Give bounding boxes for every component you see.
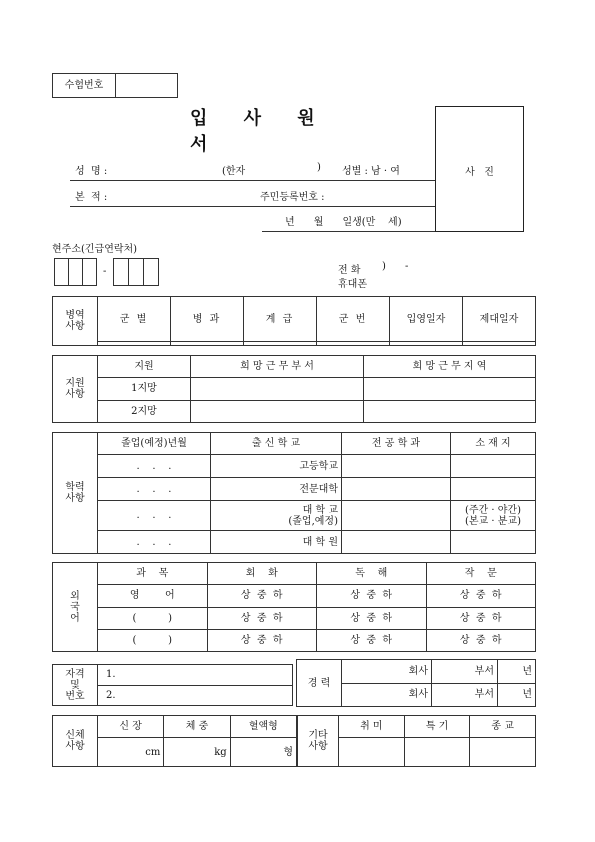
license-item[interactable]: 2. [98,685,293,706]
other-header: 특 기 [404,716,470,738]
apply-choice-label: 1지망 [98,378,191,400]
name-underline [70,180,435,181]
military-cell[interactable] [463,342,536,346]
weight-field[interactable]: kg [164,738,230,767]
education-date[interactable]: . . . [98,531,211,554]
education-major[interactable] [342,478,451,501]
language-section-label: 외 국 어 [53,563,98,652]
military-section-label: 병역 사항 [53,297,98,346]
exam-number-field[interactable] [116,74,178,98]
language-header: 과 목 [98,563,208,585]
apply-dept-cell[interactable] [191,378,364,400]
hanja-close: ) [317,162,321,173]
origin-underline [70,206,435,207]
career-company[interactable]: 회사 [342,660,432,684]
education-date[interactable]: . . . [98,501,211,531]
language-subject[interactable]: ( ) [98,607,208,629]
origin-label: 본 적 : [75,192,108,203]
military-header: 계 급 [244,297,317,342]
religion-field[interactable] [470,738,536,767]
apply-region-cell[interactable] [364,400,536,422]
body-section-label: 신체 사항 [53,716,98,767]
language-level[interactable]: 상 중 하 [426,607,536,629]
military-header: 군 번 [317,297,390,342]
apply-dept-cell[interactable] [191,400,364,422]
education-location-note[interactable]: (주간 · 야간) (본교 · 분교) [451,501,536,531]
phone-field[interactable]: ) - [382,261,409,272]
education-school-university[interactable]: 대 학 교 (졸업,예정) [211,501,342,531]
phone-label: 전 화 [338,265,361,276]
language-level[interactable]: 상 중 하 [426,629,536,651]
career-company[interactable]: 회사 [342,683,432,707]
zipcode-left[interactable] [54,258,97,286]
language-level[interactable]: 상 중 하 [207,585,317,607]
language-header: 독 해 [317,563,427,585]
language-level[interactable]: 상 중 하 [317,585,427,607]
apply-header: 희 망 근 무 부 서 [191,356,364,378]
military-header: 입영일자 [390,297,463,342]
military-cell[interactable] [98,342,171,346]
zipcode-right[interactable] [113,258,159,286]
language-level[interactable]: 상 중 하 [207,607,317,629]
career-year[interactable]: 년 [498,683,536,707]
education-major[interactable] [342,501,451,531]
education-date[interactable]: . . . [98,455,211,478]
education-school[interactable]: 전문대학 [211,478,342,501]
language-header: 작 문 [426,563,536,585]
education-location[interactable] [451,478,536,501]
language-level[interactable]: 상 중 하 [317,607,427,629]
apply-region-cell[interactable] [364,378,536,400]
hobby-field[interactable] [339,738,405,767]
education-school[interactable]: 고등학교 [211,455,342,478]
zipcode-dash: - [103,266,107,277]
apply-table [52,355,536,423]
language-subject[interactable]: 영 어 [98,585,208,607]
education-header: 출 신 학 교 [211,433,342,455]
blood-type-field[interactable]: 형 [230,738,296,767]
education-section-label: 학력 사항 [53,433,98,554]
photo-label: 사 진 [465,167,494,178]
other-header: 종 교 [470,716,536,738]
other-header: 취 미 [339,716,405,738]
language-table [52,562,536,652]
other-table [297,715,536,767]
license-item[interactable]: 1. [98,665,293,686]
other-section-label: 기타 사항 [298,716,339,767]
career-dept[interactable]: 부서 [432,660,498,684]
name-label: 성 명 : [75,166,108,177]
apply-header: 희 망 근 무 지 역 [364,356,536,378]
language-header: 회 화 [207,563,317,585]
language-level[interactable]: 상 중 하 [207,629,317,651]
military-header: 제대일자 [463,297,536,342]
career-dept[interactable]: 부서 [432,683,498,707]
exam-number-box [52,73,178,98]
form-title: 입 사 원 서 [190,108,330,155]
mobile-label: 휴대폰 [338,279,367,290]
apply-choice-label: 2지망 [98,400,191,422]
military-cell[interactable] [390,342,463,346]
body-table [52,715,297,767]
rrn-label: 주민등록번호 : [260,192,325,203]
body-header: 신 장 [98,716,164,738]
education-major[interactable] [342,531,451,554]
military-table [52,296,536,346]
body-header: 체 중 [164,716,230,738]
language-level[interactable]: 상 중 하 [426,585,536,607]
education-date[interactable]: . . . [98,478,211,501]
hanja-label: (한자 [222,166,246,177]
military-header: 군 별 [98,297,171,342]
military-header: 병 과 [171,297,244,342]
education-header: 졸업(예정)년월 [98,433,211,455]
address-label: 현주소(긴급연락처) [52,244,138,255]
career-year[interactable]: 년 [498,660,536,684]
body-header: 혈액형 [230,716,296,738]
birth-field[interactable]: 년 월 일생(만 세) [285,217,402,228]
skill-field[interactable] [404,738,470,767]
education-header: 소 재 지 [451,433,536,455]
height-field[interactable]: cm [98,738,164,767]
education-location[interactable] [451,455,536,478]
education-header: 전 공 학 과 [342,433,451,455]
education-school[interactable]: 대 학 원 [211,531,342,554]
education-location[interactable] [451,531,536,554]
career-section-label: 경 력 [297,660,342,707]
language-subject[interactable]: ( ) [98,629,208,651]
license-section-label: 자격 및 번호 [53,665,98,706]
exam-number-label: 수험번호 [53,74,116,98]
career-table [296,659,536,707]
birth-underline [262,231,435,232]
education-major[interactable] [342,455,451,478]
gender-field[interactable]: 성별 : 남 · 여 [342,166,400,177]
military-cell[interactable] [244,342,317,346]
language-level[interactable]: 상 중 하 [317,629,427,651]
apply-header: 지원 [98,356,191,378]
military-cell[interactable] [317,342,390,346]
military-cell[interactable] [171,342,244,346]
apply-section-label: 지원 사항 [53,356,98,423]
education-table [52,432,536,554]
license-table [52,664,293,706]
